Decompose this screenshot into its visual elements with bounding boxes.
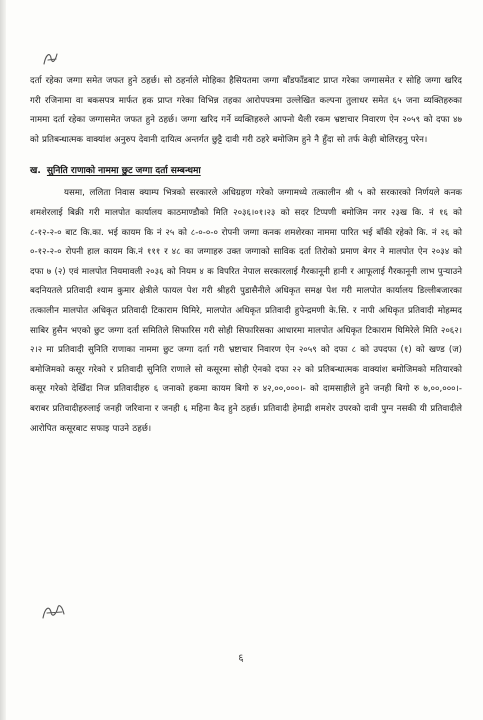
- handwritten-signature-icon: [40, 48, 62, 70]
- document-body: [30, 72, 462, 439]
- paragraph-continued: दर्ता रहेका जग्गा समेत जफत हुने ठहर्छ। सो ठहर्नाले मोहिका हैसियतमा जग्गा बाँडफाँडबाट प्राप्त गरेका जग्गासमेत र सोहि जग्गा खरिद गरी रजिनामा वा बकसपत्र मार्फत हक प्राप्त गरेका विभिन्न तहका आरोपपत्रमा उल्लेखित कल्पना तुलाधर समेत ६५ जना व्यक्तिहरुका नाममा दर्ता रहेका जग्गासमेत जफत हुने ठहर्छ। जग्गा खरिद गर्ने व्यक्तिहरुले आफ्नो थैली रकम भ्रष्टाचार निवारण ऐन २०५९ को दफा ४७ को प्रतिबन्धात्मक वाक्यांश अनुरुप देवानी दायित्व अन्तर्गत छुट्टै दावी गरी ठहरे बमोजिम हुने नै हुँदा सो तर्फ केही बोलिरहनु परेन।: [30, 76, 462, 145]
- section-heading: [30, 162, 462, 180]
- handwritten-signature-icon: [40, 600, 68, 624]
- section-heading-title: सुनिति राणाको नाममा छुट जग्गा दर्ता सम्बन्धमा: [46, 166, 201, 177]
- scan-edge-shadow: [0, 0, 6, 720]
- paragraph-sunita-rana: यसमा, ललिता निवास क्याम्प भित्रको सरकारले अधिग्रहण गरेको जग्गामध्ये तत्कालीन श्री ५ को सरकारको निर्णयले कनक शमशेरलाई बिक्री गरी मालपोत कार्यालय काठमाण्डौको मिति २०३६।०१।२३ को सदर टिप्पणी बमोजिम नगर २३ख कि. नं १६ को ८-१२-२-० बाट कि.का. भई कायम कि नं २५ को ८-०-०-० रोपनी जग्गा कनक शमशेरका नाममा पारित भई बाँकी रहेको कि. नं २६ को ०-१२-२-० रोपनी हाल कायम कि.नं १११ र ४८ का जग्गाहरु उक्त जग्गाको साविक दर्ता तिरोको प्रमाण बेगर ने मालपोत ऐन २०३४ को दफा ७ (२) एवं मालपोत नियमावली २०३६ को नियम ४ क विपरित नेपाल सरकारलाई गैरकानूनी हानी र आफूलाई गैरकानूनी लाभ पुऱ्याउने बदनियतले प्रतिवादी श्याम कुमार क्षेत्रीले फायल पेश गरी श्रीहरी पुडासैनीले अधिकृत समक्ष पेश गरी मालपोत कार्यालय डिल्लीबजारका तत्कालीन मालपोत अधिकृत प्रतिवादी टिकाराम घिमिरे, मालपोत अधिकृत प्रतिवादी हुपेन्द्रमणी के.सि. र नापी अधिकृत प्रतिवादी मोहम्मद साबिर हुसैन भएको छुट जग्गा दर्ता समितिले सिफारिस गरी सोही सिफारिसका आधारमा मालपोत अधिकृत टिकाराम घिमिरेले मिति २०६२।२।२ मा प्रतिवादी सुनिति राणाका नाममा छुट जग्गा दर्ता गरी भ्रष्टाचार निवारण ऐन २०५९ को दफा ८ को उपदफा (१) को खण्ड (ज) बमोजिमको कसूर गरेको र प्रतिवादी सुनिति राणाले सो कसूरमा सोही ऐनको दफा २२ को प्रतिबन्धात्मक वाक्यांश बमोजिमको मतियारको कसूर गरेको देखिँदा निज प्रतिवादीहरु ६ जनाको हकमा कायम बिगो रु ४२,००,०००।- को दामसाहीले हुने जनही बिगो रु ७,००,०००।- बराबर प्रतिवादीहरुलाई जनही जरिवाना र जनही ६ महिना कैद हुने ठहर्छ। प्रतिवादी हेमाद्री शमशेर उपरको दावी पुग्न नसकी यी प्रतिवादीले आरोपित कसूरबाट सफाइ पाउने ठहर्छ।: [30, 188, 462, 434]
- section-heading-prefix: ख.: [30, 166, 41, 177]
- page-number: ६: [238, 653, 244, 664]
